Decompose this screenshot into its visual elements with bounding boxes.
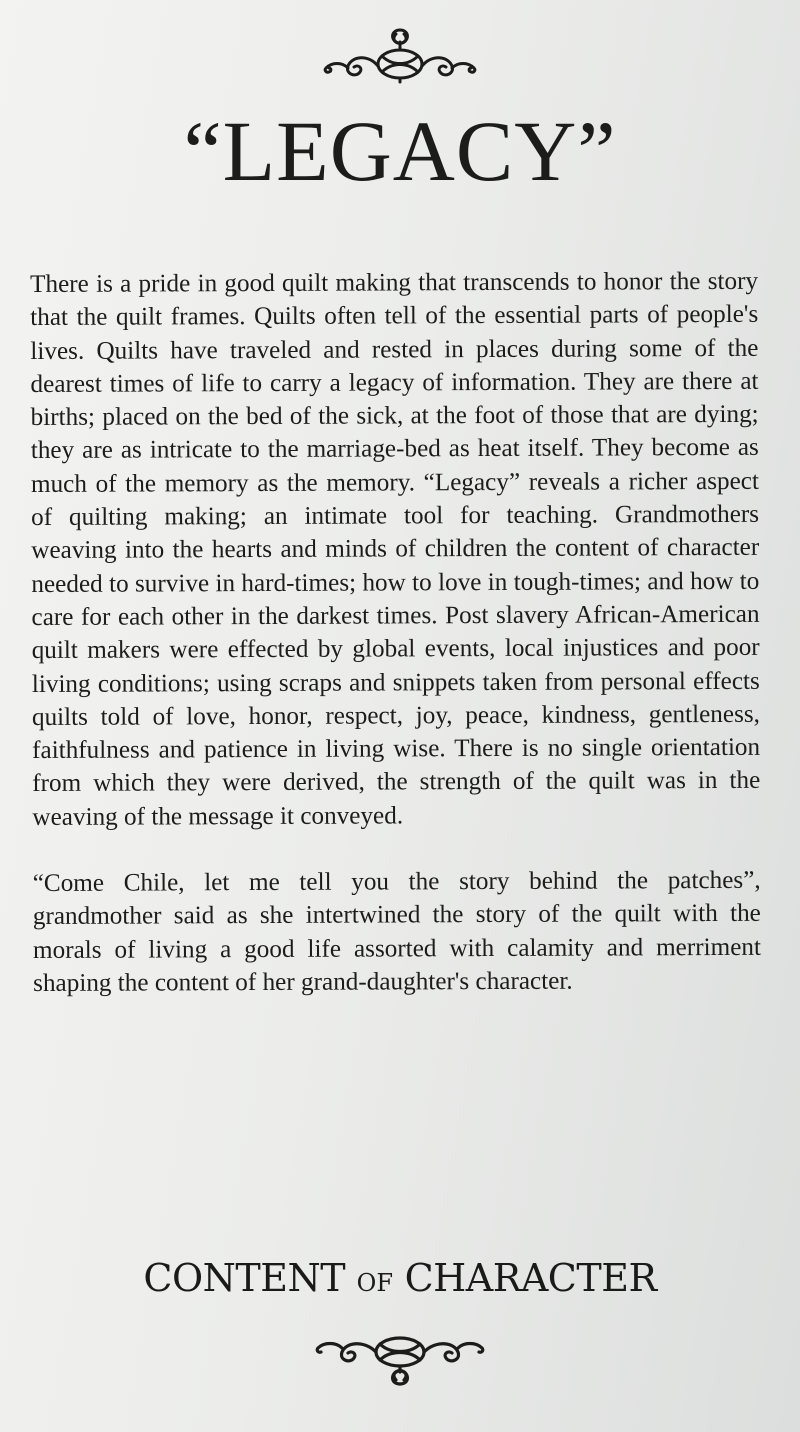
subtitle-word-of: OF [356,1269,393,1297]
subtitle-word-content: CONTENT [143,1256,346,1300]
paragraph-grandmother-quote: “Come Chile, let me tell you the story behind the patches”, grandmother said as she intertwined the story of the quilt with the morals of living a good life assorted with calamity and merriment shaping the content of her grand-daughter's character. [32,866,762,997]
paragraph-legacy: There is a pride in good quilt making that transcends to honor the story that the quilt frames. Quilts often tell of the essential parts of people's lives. Quilts have traveled and rested in places during some of the dearest times of life to carry a legacy of information. They are there at births; placed on the bed of the sick, at the foot of those that are dying; they are as intricate to the marriage-bed as heat itself. They become as much of the memory as the memory. “Legacy” reveals a richer aspect of quilting making; an intimate tool for teaching. Grandmothers weaving into the hearts and minds of children the content of character needed to survive in hard-times; how to love in tough-times; and how to care for each other in the darkest times. Post slavery African-American quilt makers were effected by global events, local injustices and poor living conditions; using scraps and snippets taken from personal effects quilts told of love, honor, respect, joy, peace, kindness, gentleness, faithfulness and patience in living wise. There is no single orientation from which they were derived, the strength of the quilt was in the weaving of the message it conveyed. [30,267,761,831]
body-text [30,265,761,1000]
page-title: “LEGACY” [183,103,617,199]
subtitle-word-character: CHARACTER [404,1256,657,1300]
section-subtitle [0,1256,800,1300]
flourish-ornament-icon [315,1328,485,1392]
flourish-ornament-icon [320,22,480,86]
